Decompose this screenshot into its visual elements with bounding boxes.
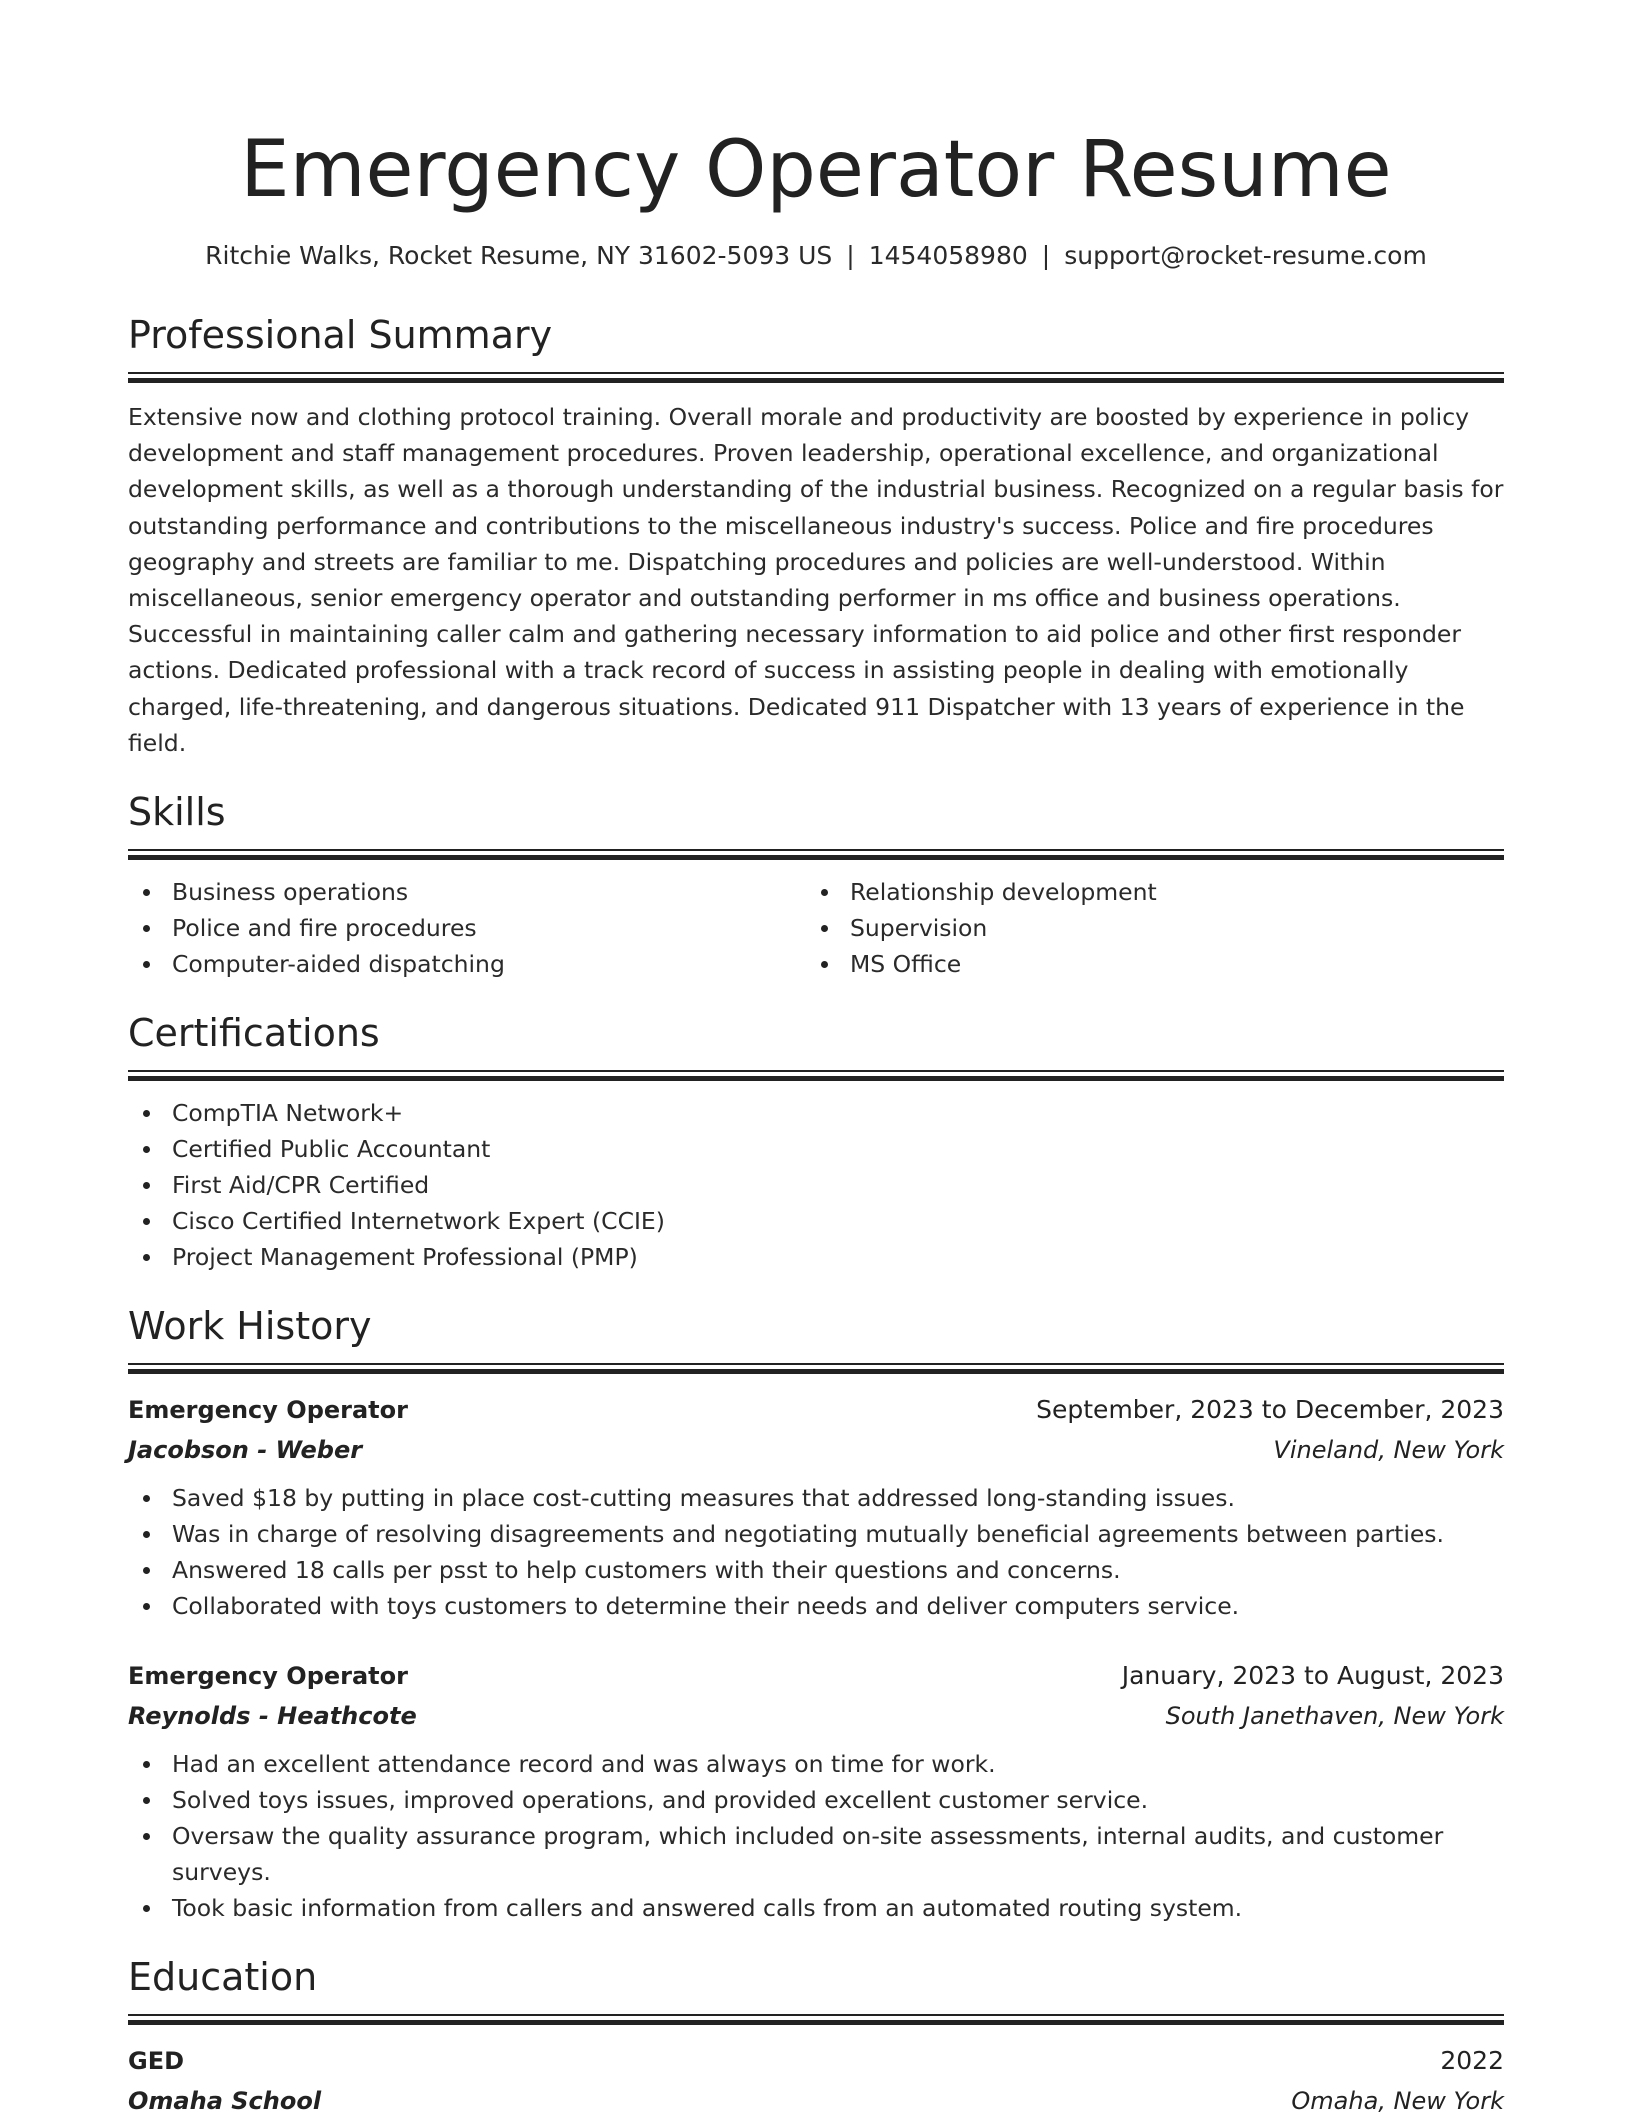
education-degree: GED xyxy=(128,2047,185,2076)
summary-section xyxy=(128,310,1504,761)
job-location: South Janethaven, New York xyxy=(1165,1702,1504,1731)
contact-address: Ritchie Walks, Rocket Resume, NY 31602-5093 US xyxy=(205,241,833,270)
certifications-list xyxy=(128,1095,1504,1275)
certification-item: First Aid/CPR Certified xyxy=(128,1167,1504,1203)
skills-section xyxy=(128,787,1504,982)
education-heading: Education xyxy=(128,1955,318,2000)
job-subheader xyxy=(128,1430,1504,1470)
skills-heading: Skills xyxy=(128,790,226,835)
section-divider xyxy=(128,1070,1504,1081)
resume-title: Emergency Operator Resume xyxy=(240,125,1392,215)
job-dates: September, 2023 to December, 2023 xyxy=(1036,1395,1504,1425)
education-subheader xyxy=(128,2081,1504,2121)
job-entry xyxy=(128,1656,1504,1926)
skill-item: Relationship development xyxy=(806,874,1484,910)
job-subheader xyxy=(128,1696,1504,1736)
section-divider xyxy=(128,1363,1504,1374)
skill-item: Computer-aided dispatching xyxy=(128,946,806,982)
job-duty: Oversaw the quality assurance program, which included on-site assessments, internal audits, and customer surveys. xyxy=(128,1818,1504,1890)
job-dates: January, 2023 to August, 2023 xyxy=(1121,1661,1504,1691)
skills-grid xyxy=(128,860,1504,982)
skills-right-column xyxy=(806,874,1484,982)
job-duty: Solved toys issues, improved operations, and provided excellent customer service. xyxy=(128,1782,1504,1818)
job-duties xyxy=(128,1480,1504,1624)
job-entry xyxy=(128,1390,1504,1624)
section-divider xyxy=(128,849,1504,860)
summary-text: Extensive now and clothing protocol training. Overall morale and productivity are boosted by experience in policy development and staff management procedures. Proven leadership, operational excellence, and organizational development skills, as well as a thorough understanding of the industrial business. Recognized on a regular basis for outstanding performance and contributions to the miscellaneous industry's success. Police and fire procedures geography and streets are familiar to me. Dispatching procedures and policies are well-understood. Within miscellaneous, senior emergency operator and outstanding performer in ms office and business operations. Successful in maintaining caller calm and gathering necessary information to aid police and other first responder actions. Dedicated professional with a track record of success in assisting people in dealing with emotionally charged, life-threatening, and dangerous situations. Dedicated 911 Dispatcher with 13 years of experience in the field. xyxy=(128,403,1504,757)
job-header xyxy=(128,1390,1504,1430)
job-title: Emergency Operator xyxy=(128,1662,408,1691)
job-company: Jacobson - Weber xyxy=(128,1436,363,1465)
contact-line xyxy=(128,236,1504,276)
education-location: Omaha, New York xyxy=(1291,2087,1504,2116)
education-header xyxy=(128,2041,1504,2081)
resume-page xyxy=(128,0,1504,2121)
education-year: 2022 xyxy=(1440,2046,1504,2076)
certifications-heading: Certifications xyxy=(128,1011,380,1056)
job-duty: Had an excellent attendance record and was always on time for work. xyxy=(128,1746,1504,1782)
skill-item: Police and fire procedures xyxy=(128,910,806,946)
contact-separator: | xyxy=(1041,241,1051,270)
section-divider xyxy=(128,2014,1504,2025)
work-history-heading: Work History xyxy=(128,1304,372,1349)
contact-separator: | xyxy=(846,241,855,270)
contact-phone: 1454058980 xyxy=(868,241,1028,270)
job-duties xyxy=(128,1746,1504,1926)
certification-item: Project Management Professional (PMP) xyxy=(128,1239,1504,1275)
job-duty: Collaborated with toys customers to determine their needs and deliver computers service. xyxy=(128,1588,1504,1624)
certification-item: CompTIA Network+ xyxy=(128,1095,1504,1131)
certifications-section xyxy=(128,1008,1504,1275)
job-header xyxy=(128,1656,1504,1696)
job-title: Emergency Operator xyxy=(128,1396,408,1425)
work-history-section xyxy=(128,1301,1504,1926)
skill-item: MS Office xyxy=(806,946,1484,982)
job-company: Reynolds - Heathcote xyxy=(128,1702,417,1731)
education-school: Omaha School xyxy=(128,2087,322,2116)
job-duty: Took basic information from callers and answered calls from an automated routing system. xyxy=(128,1890,1504,1926)
job-duty: Answered 18 calls per psst to help customers with their questions and concerns. xyxy=(128,1552,1504,1588)
job-duty: Was in charge of resolving disagreements and negotiating mutually beneficial agreements between parties. xyxy=(128,1516,1504,1552)
certification-item: Cisco Certified Internetwork Expert (CCIE) xyxy=(128,1203,1504,1239)
job-duty: Saved $18 by putting in place cost-cutting measures that addressed long-standing issues. xyxy=(128,1480,1504,1516)
summary-heading: Professional Summary xyxy=(128,313,553,357)
certification-item: Certified Public Accountant xyxy=(128,1131,1504,1167)
skill-item: Business operations xyxy=(128,874,806,910)
job-location: Vineland, New York xyxy=(1273,1436,1504,1465)
section-divider xyxy=(128,372,1504,383)
skill-item: Supervision xyxy=(806,910,1484,946)
education-section xyxy=(128,1952,1504,2121)
education-entry xyxy=(128,2041,1504,2121)
contact-email: support@rocket-resume.com xyxy=(1064,241,1427,270)
skills-left-column xyxy=(128,874,806,982)
